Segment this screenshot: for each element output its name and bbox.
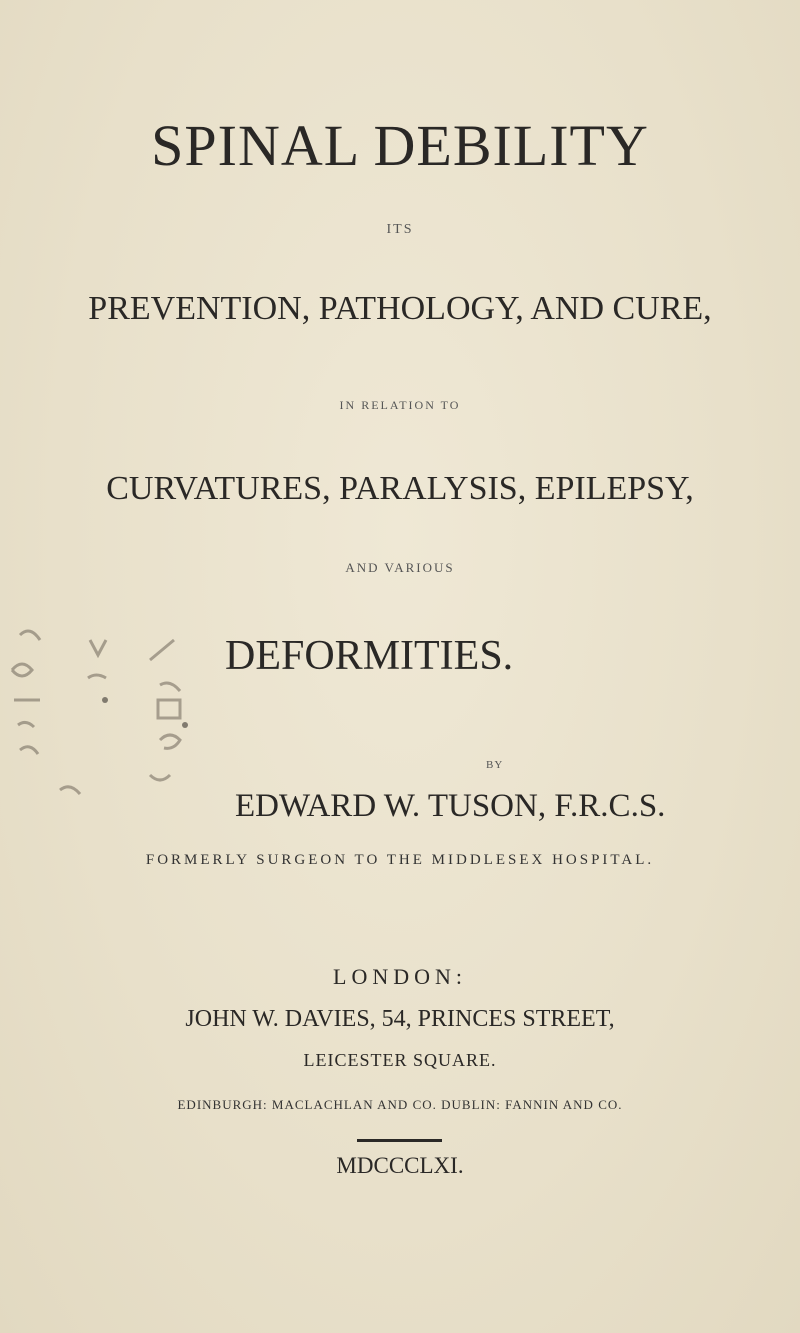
- publication-year: MDCCCLXI.: [336, 1153, 464, 1178]
- author-name: EDWARD W. TUSON, F.R.C.S.: [235, 788, 666, 824]
- its-label: ITS: [386, 222, 414, 237]
- library-stamp-mark: [0, 600, 230, 810]
- publisher-name: JOHN W. DAVIES, 54, PRINCES STREET,: [185, 1006, 615, 1032]
- imprint-city: LONDON:: [333, 964, 467, 989]
- and-various-label: AND VARIOUS: [345, 560, 455, 575]
- co-publishers: EDINBURGH: MACLACHLAN AND CO. DUBLIN: FANNIN AND CO.: [177, 1097, 623, 1112]
- divider-rule: [357, 1139, 442, 1142]
- publisher-address: LEICESTER SQUARE.: [303, 1050, 497, 1070]
- book-title: SPINAL DEBILITY: [151, 113, 649, 178]
- deformities-heading: DEFORMITIES.: [225, 633, 514, 679]
- in-relation-label: IN RELATION TO: [339, 398, 461, 412]
- by-label: BY: [486, 759, 504, 771]
- subtitle-line-2: CURVATURES, PARALYSIS, EPILEPSY,: [106, 470, 694, 507]
- author-credentials: FORMERLY SURGEON TO THE MIDDLESEX HOSPITAL.: [145, 852, 655, 868]
- subtitle-line-1: PREVENTION, PATHOLOGY, AND CURE,: [88, 290, 712, 327]
